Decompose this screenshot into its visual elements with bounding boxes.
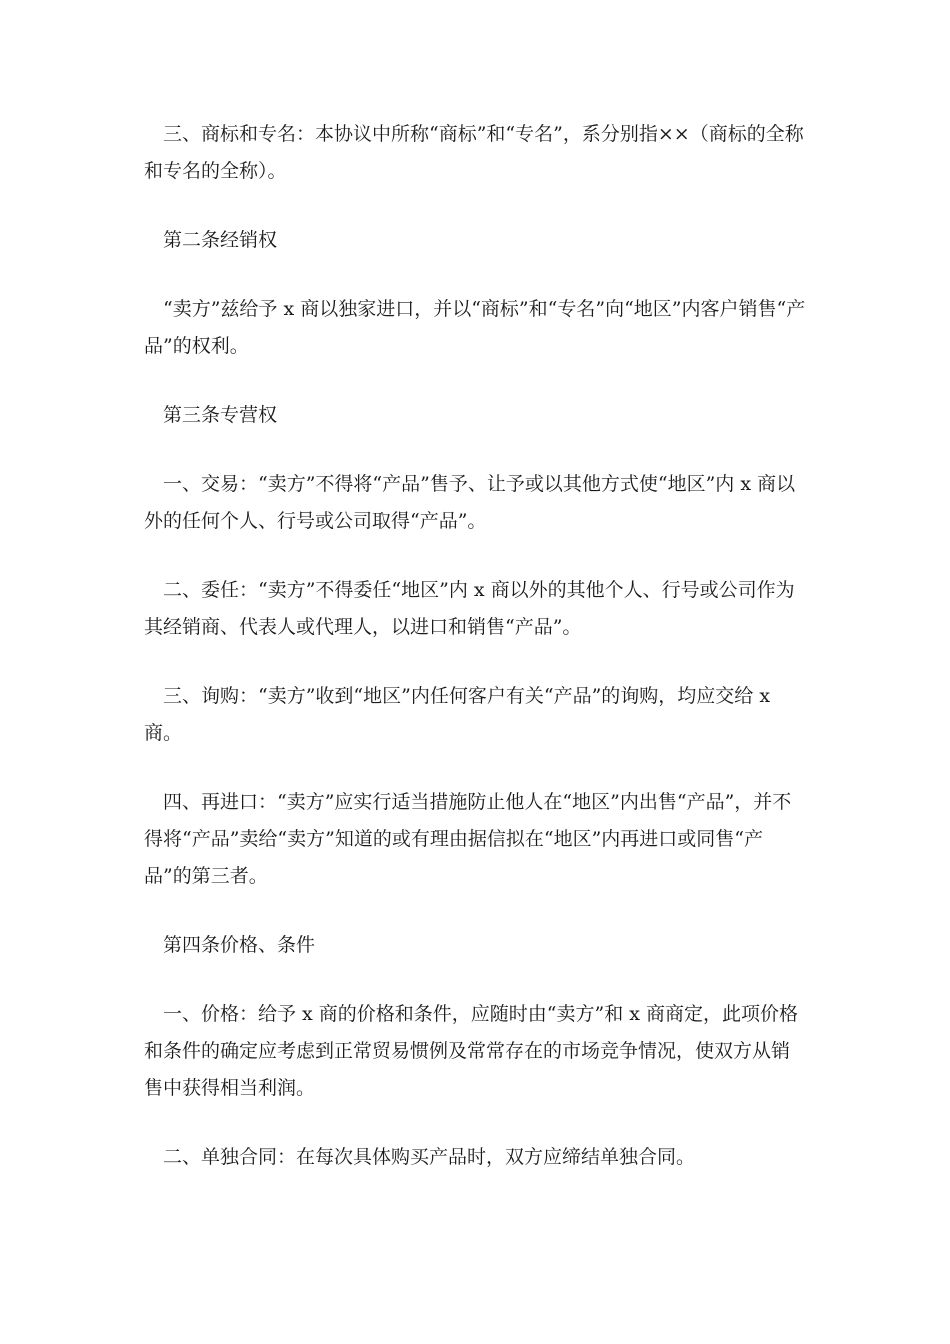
paragraph-price: 一、价格：给予 x 商的价格和条件，应随时由“卖方”和 x 商商定，此项价格和条件的确定应考虑到正常贸易惯例及常常存在的市场竞争情况，使双方从销售中获得相当利润。: [144, 1003, 799, 1099]
article-heading-distribution-right: 第二条经销权: [163, 229, 278, 251]
article-heading-exclusive-right: 第三条专营权: [163, 404, 278, 426]
paragraph-inquiry: 三、询购：“卖方”收到“地区”内任何客户有关“产品”的询购，均应交给 x 商。: [144, 685, 771, 744]
article-heading-price-terms: 第四条价格、条件: [163, 934, 316, 956]
paragraph-distribution-right: “卖方”兹给予 x 商以独家进口，并以“商标”和“专名”向“地区”内客户销售“产品”的权利。: [144, 298, 806, 357]
paragraph-appointment: 二、委任：“卖方”不得委任“地区”内 x 商以外的其他个人、行号或公司作为其经销商、代表人或代理人，以进口和销售“产品”。: [144, 579, 795, 638]
paragraph-reimport: 四、再进口：“卖方”应实行适当措施防止他人在“地区”内出售“产品”，并不得将“产品”卖给“卖方”知道的或有理由据信拟在“地区”内再进口或同售“产品”的第三者。: [144, 791, 792, 887]
paragraph-trademark-definition: 三、商标和专名：本协议中所称“商标”和“专名”，系分别指××（商标的全称和专名的全称）。: [144, 123, 804, 182]
paragraph-transaction: 一、交易：“卖方”不得将“产品”售予、让予或以其他方式使“地区”内 x 商以外的任何个人、行号或公司取得“产品”。: [144, 473, 796, 532]
document-body: [144, 116, 806, 1208]
paragraph-separate-contract: 二、单独合同：在每次具体购买产品时，双方应缔结单独合同。: [163, 1146, 696, 1168]
